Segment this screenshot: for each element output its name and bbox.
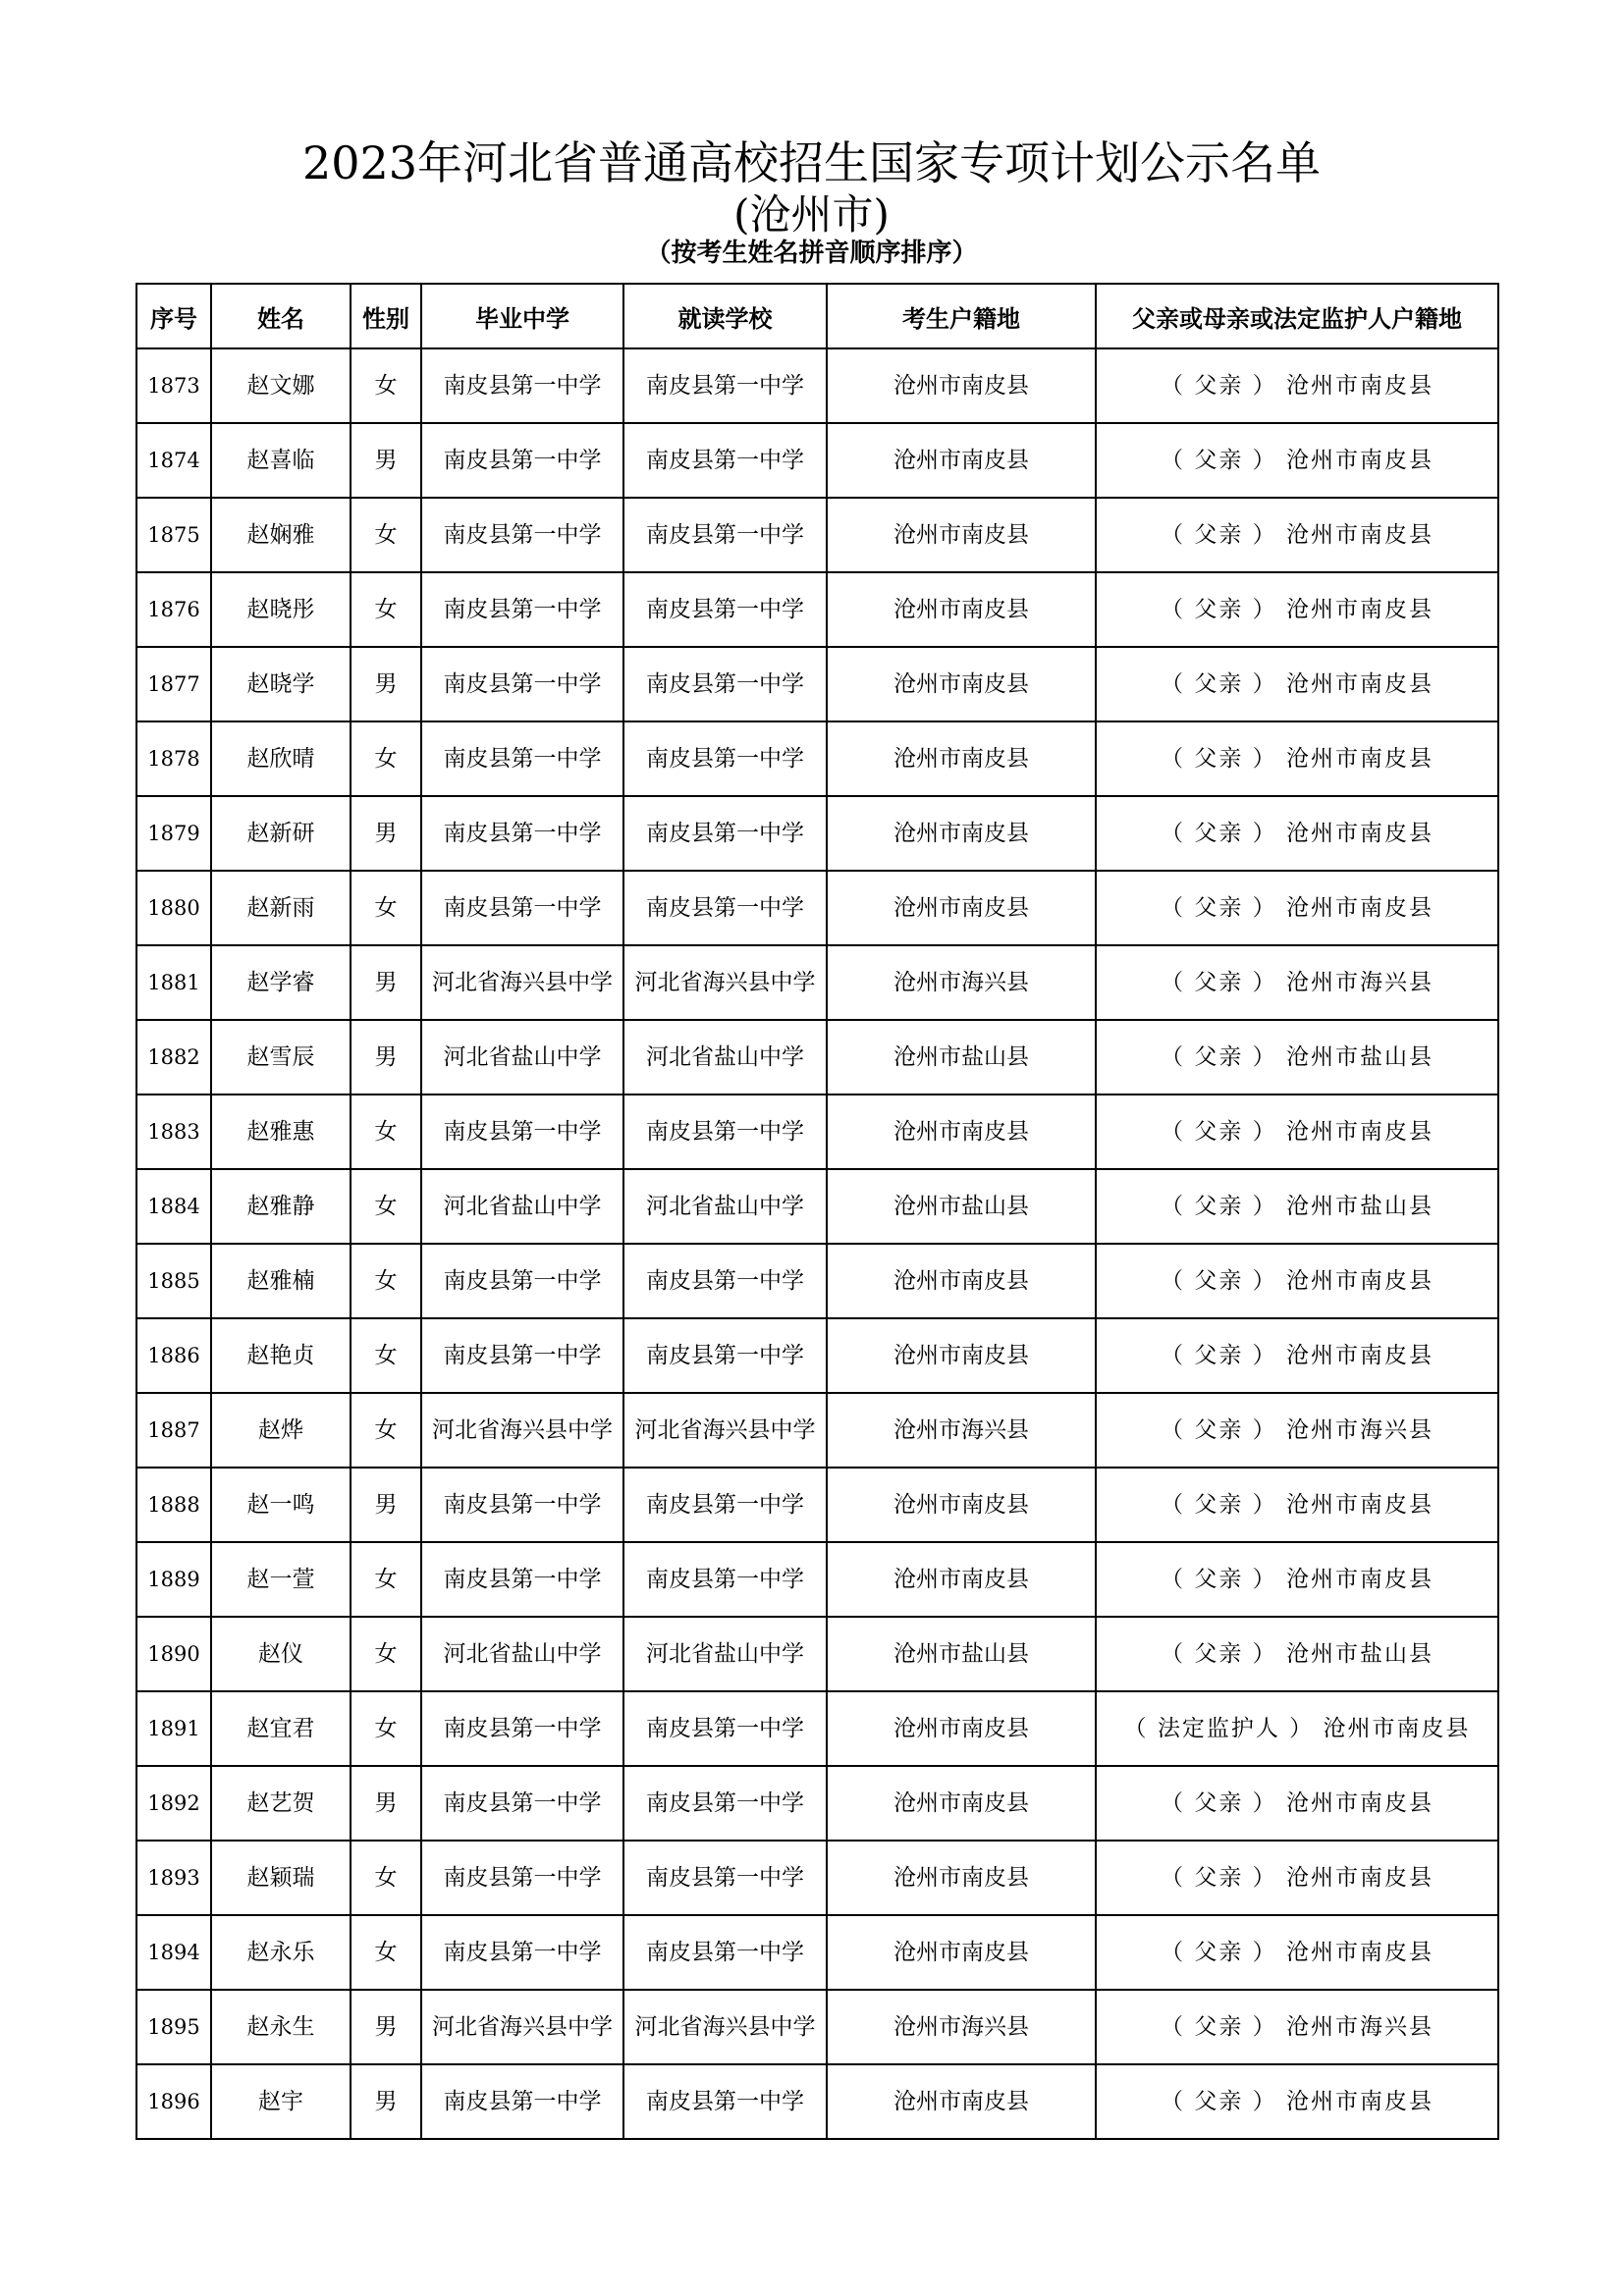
table-row xyxy=(136,348,1498,423)
table-body xyxy=(136,348,1498,2139)
cell-name: 赵新雨 xyxy=(211,871,351,945)
cell-guardian-hukou: （ 父亲 ） 沧州市南皮县 xyxy=(1096,423,1498,498)
cell-hukou: 沧州市海兴县 xyxy=(827,945,1096,1020)
cell-guardian-hukou: （ 父亲 ） 沧州市南皮县 xyxy=(1096,498,1498,572)
cell-hukou: 沧州市南皮县 xyxy=(827,796,1096,871)
cell-grad-school: 河北省盐山中学 xyxy=(421,1169,623,1244)
cell-name: 赵晓学 xyxy=(211,647,351,721)
table-header-row xyxy=(136,284,1498,348)
col-header-name: 姓名 xyxy=(211,284,351,348)
cell-study-school: 南皮县第一中学 xyxy=(623,1542,827,1617)
cell-index: 1881 xyxy=(136,945,211,1020)
cell-gender: 男 xyxy=(351,945,421,1020)
cell-guardian-hukou: （ 父亲 ） 沧州市海兴县 xyxy=(1096,945,1498,1020)
cell-hukou: 沧州市南皮县 xyxy=(827,423,1096,498)
cell-index: 1878 xyxy=(136,721,211,796)
cell-grad-school: 南皮县第一中学 xyxy=(421,348,623,423)
cell-index: 1894 xyxy=(136,1915,211,1990)
cell-name: 赵学睿 xyxy=(211,945,351,1020)
cell-name: 赵文娜 xyxy=(211,348,351,423)
student-table xyxy=(135,283,1499,2140)
cell-gender: 女 xyxy=(351,348,421,423)
cell-name: 赵欣晴 xyxy=(211,721,351,796)
cell-study-school: 河北省盐山中学 xyxy=(623,1020,827,1095)
cell-gender: 男 xyxy=(351,2064,421,2139)
table-row xyxy=(136,1841,1498,1915)
col-header-study-school: 就读学校 xyxy=(623,284,827,348)
table-row xyxy=(136,1468,1498,1542)
cell-guardian-hukou: （ 父亲 ） 沧州市南皮县 xyxy=(1096,647,1498,721)
cell-index: 1886 xyxy=(136,1318,211,1393)
cell-hukou: 沧州市盐山县 xyxy=(827,1617,1096,1691)
table-row xyxy=(136,423,1498,498)
table-row xyxy=(136,1020,1498,1095)
cell-gender: 男 xyxy=(351,1990,421,2064)
table-row xyxy=(136,1542,1498,1617)
cell-index: 1895 xyxy=(136,1990,211,2064)
cell-gender: 女 xyxy=(351,1318,421,1393)
cell-grad-school: 南皮县第一中学 xyxy=(421,1244,623,1318)
cell-name: 赵喜临 xyxy=(211,423,351,498)
cell-grad-school: 南皮县第一中学 xyxy=(421,1468,623,1542)
table-row xyxy=(136,572,1498,647)
cell-hukou: 沧州市海兴县 xyxy=(827,1393,1096,1468)
cell-gender: 女 xyxy=(351,1244,421,1318)
cell-guardian-hukou: （ 父亲 ） 沧州市南皮县 xyxy=(1096,348,1498,423)
cell-hukou: 沧州市南皮县 xyxy=(827,1691,1096,1766)
cell-grad-school: 南皮县第一中学 xyxy=(421,721,623,796)
cell-name: 赵艺贺 xyxy=(211,1766,351,1841)
cell-study-school: 河北省海兴县中学 xyxy=(623,1393,827,1468)
cell-name: 赵娴雅 xyxy=(211,498,351,572)
cell-grad-school: 南皮县第一中学 xyxy=(421,2064,623,2139)
cell-hukou: 沧州市南皮县 xyxy=(827,572,1096,647)
cell-name: 赵宜君 xyxy=(211,1691,351,1766)
table-row xyxy=(136,871,1498,945)
cell-guardian-hukou: （ 父亲 ） 沧州市南皮县 xyxy=(1096,572,1498,647)
cell-index: 1890 xyxy=(136,1617,211,1691)
cell-guardian-hukou: （ 父亲 ） 沧州市南皮县 xyxy=(1096,1766,1498,1841)
table-row xyxy=(136,796,1498,871)
cell-name: 赵雅静 xyxy=(211,1169,351,1244)
cell-name: 赵仪 xyxy=(211,1617,351,1691)
cell-name: 赵雅楠 xyxy=(211,1244,351,1318)
cell-grad-school: 河北省盐山中学 xyxy=(421,1617,623,1691)
table-row xyxy=(136,647,1498,721)
cell-gender: 女 xyxy=(351,1095,421,1169)
cell-study-school: 河北省盐山中学 xyxy=(623,1617,827,1691)
cell-grad-school: 南皮县第一中学 xyxy=(421,1915,623,1990)
cell-study-school: 南皮县第一中学 xyxy=(623,348,827,423)
cell-index: 1889 xyxy=(136,1542,211,1617)
table-row xyxy=(136,1691,1498,1766)
cell-guardian-hukou: （ 父亲 ） 沧州市南皮县 xyxy=(1096,1542,1498,1617)
sort-note: （按考生姓名拼音顺序排序） xyxy=(645,239,978,268)
cell-study-school: 南皮县第一中学 xyxy=(623,423,827,498)
cell-hukou: 沧州市南皮县 xyxy=(827,1766,1096,1841)
cell-gender: 女 xyxy=(351,1841,421,1915)
table-row xyxy=(136,1766,1498,1841)
table-row xyxy=(136,721,1498,796)
table-row xyxy=(136,1244,1498,1318)
cell-gender: 女 xyxy=(351,721,421,796)
cell-name: 赵宇 xyxy=(211,2064,351,2139)
col-header-hukou: 考生户籍地 xyxy=(827,284,1096,348)
cell-gender: 男 xyxy=(351,647,421,721)
cell-study-school: 南皮县第一中学 xyxy=(623,498,827,572)
cell-index: 1880 xyxy=(136,871,211,945)
cell-index: 1888 xyxy=(136,1468,211,1542)
cell-grad-school: 南皮县第一中学 xyxy=(421,796,623,871)
cell-gender: 女 xyxy=(351,1617,421,1691)
cell-study-school: 南皮县第一中学 xyxy=(623,2064,827,2139)
cell-guardian-hukou: （ 父亲 ） 沧州市盐山县 xyxy=(1096,1169,1498,1244)
cell-index: 1882 xyxy=(136,1020,211,1095)
page-title: 2023年河北省普通高校招生国家专项计划公示名单 xyxy=(301,136,1322,189)
cell-hukou: 沧州市海兴县 xyxy=(827,1990,1096,2064)
cell-guardian-hukou: （ 法定监护人 ） 沧州市南皮县 xyxy=(1096,1691,1498,1766)
cell-study-school: 南皮县第一中学 xyxy=(623,1468,827,1542)
cell-study-school: 南皮县第一中学 xyxy=(623,721,827,796)
col-header-guardian-hukou: 父亲或母亲或法定监护人户籍地 xyxy=(1096,284,1498,348)
cell-grad-school: 南皮县第一中学 xyxy=(421,1766,623,1841)
cell-hukou: 沧州市南皮县 xyxy=(827,2064,1096,2139)
cell-hukou: 沧州市南皮县 xyxy=(827,1468,1096,1542)
table-row xyxy=(136,1393,1498,1468)
cell-grad-school: 南皮县第一中学 xyxy=(421,1841,623,1915)
cell-hukou: 沧州市南皮县 xyxy=(827,1318,1096,1393)
col-header-gender: 性别 xyxy=(351,284,421,348)
cell-guardian-hukou: （ 父亲 ） 沧州市盐山县 xyxy=(1096,1020,1498,1095)
cell-hukou: 沧州市南皮县 xyxy=(827,1542,1096,1617)
table-row xyxy=(136,1915,1498,1990)
cell-grad-school: 河北省海兴县中学 xyxy=(421,1990,623,2064)
cell-guardian-hukou: （ 父亲 ） 沧州市南皮县 xyxy=(1096,1318,1498,1393)
cell-index: 1891 xyxy=(136,1691,211,1766)
cell-hukou: 沧州市南皮县 xyxy=(827,1095,1096,1169)
cell-name: 赵新研 xyxy=(211,796,351,871)
cell-name: 赵雪辰 xyxy=(211,1020,351,1095)
cell-study-school: 南皮县第一中学 xyxy=(623,1095,827,1169)
cell-gender: 女 xyxy=(351,498,421,572)
cell-gender: 女 xyxy=(351,1542,421,1617)
cell-gender: 女 xyxy=(351,1915,421,1990)
col-header-grad-school: 毕业中学 xyxy=(421,284,623,348)
cell-guardian-hukou: （ 父亲 ） 沧州市南皮县 xyxy=(1096,2064,1498,2139)
cell-index: 1875 xyxy=(136,498,211,572)
cell-study-school: 南皮县第一中学 xyxy=(623,1766,827,1841)
cell-hukou: 沧州市南皮县 xyxy=(827,647,1096,721)
cell-name: 赵颖瑞 xyxy=(211,1841,351,1915)
cell-study-school: 南皮县第一中学 xyxy=(623,572,827,647)
cell-hukou: 沧州市盐山县 xyxy=(827,1169,1096,1244)
cell-study-school: 南皮县第一中学 xyxy=(623,1244,827,1318)
cell-index: 1879 xyxy=(136,796,211,871)
cell-study-school: 南皮县第一中学 xyxy=(623,871,827,945)
cell-hukou: 沧州市南皮县 xyxy=(827,871,1096,945)
cell-grad-school: 南皮县第一中学 xyxy=(421,498,623,572)
cell-study-school: 河北省盐山中学 xyxy=(623,1169,827,1244)
cell-guardian-hukou: （ 父亲 ） 沧州市南皮县 xyxy=(1096,871,1498,945)
table-row xyxy=(136,2064,1498,2139)
cell-study-school: 南皮县第一中学 xyxy=(623,647,827,721)
cell-gender: 男 xyxy=(351,1766,421,1841)
cell-grad-school: 南皮县第一中学 xyxy=(421,572,623,647)
cell-index: 1883 xyxy=(136,1095,211,1169)
cell-index: 1873 xyxy=(136,348,211,423)
cell-name: 赵晓彤 xyxy=(211,572,351,647)
cell-hukou: 沧州市南皮县 xyxy=(827,1244,1096,1318)
cell-index: 1877 xyxy=(136,647,211,721)
cell-index: 1884 xyxy=(136,1169,211,1244)
cell-study-school: 南皮县第一中学 xyxy=(623,1318,827,1393)
page-subtitle: (沧州市) xyxy=(733,190,890,239)
cell-guardian-hukou: （ 父亲 ） 沧州市南皮县 xyxy=(1096,1841,1498,1915)
cell-study-school: 河北省海兴县中学 xyxy=(623,1990,827,2064)
cell-grad-school: 河北省海兴县中学 xyxy=(421,945,623,1020)
cell-study-school: 南皮县第一中学 xyxy=(623,796,827,871)
table-row xyxy=(136,1318,1498,1393)
cell-hukou: 沧州市南皮县 xyxy=(827,1915,1096,1990)
cell-guardian-hukou: （ 父亲 ） 沧州市海兴县 xyxy=(1096,1990,1498,2064)
cell-hukou: 沧州市南皮县 xyxy=(827,721,1096,796)
cell-gender: 女 xyxy=(351,871,421,945)
cell-hukou: 沧州市南皮县 xyxy=(827,348,1096,423)
table-row xyxy=(136,945,1498,1020)
cell-name: 赵雅惠 xyxy=(211,1095,351,1169)
col-header-index: 序号 xyxy=(136,284,211,348)
cell-grad-school: 南皮县第一中学 xyxy=(421,423,623,498)
cell-index: 1892 xyxy=(136,1766,211,1841)
cell-grad-school: 南皮县第一中学 xyxy=(421,1691,623,1766)
cell-grad-school: 南皮县第一中学 xyxy=(421,871,623,945)
cell-study-school: 南皮县第一中学 xyxy=(623,1915,827,1990)
cell-study-school: 河北省海兴县中学 xyxy=(623,945,827,1020)
cell-grad-school: 南皮县第一中学 xyxy=(421,1542,623,1617)
cell-index: 1887 xyxy=(136,1393,211,1468)
cell-study-school: 南皮县第一中学 xyxy=(623,1691,827,1766)
cell-gender: 女 xyxy=(351,1691,421,1766)
cell-guardian-hukou: （ 父亲 ） 沧州市南皮县 xyxy=(1096,1468,1498,1542)
cell-name: 赵烨 xyxy=(211,1393,351,1468)
cell-study-school: 南皮县第一中学 xyxy=(623,1841,827,1915)
cell-gender: 男 xyxy=(351,1468,421,1542)
cell-guardian-hukou: （ 父亲 ） 沧州市盐山县 xyxy=(1096,1617,1498,1691)
cell-gender: 女 xyxy=(351,1169,421,1244)
cell-guardian-hukou: （ 父亲 ） 沧州市南皮县 xyxy=(1096,1244,1498,1318)
cell-index: 1876 xyxy=(136,572,211,647)
cell-name: 赵一萱 xyxy=(211,1542,351,1617)
cell-index: 1874 xyxy=(136,423,211,498)
cell-gender: 男 xyxy=(351,1020,421,1095)
table-row xyxy=(136,1990,1498,2064)
cell-grad-school: 河北省海兴县中学 xyxy=(421,1393,623,1468)
cell-guardian-hukou: （ 父亲 ） 沧州市海兴县 xyxy=(1096,1393,1498,1468)
cell-gender: 女 xyxy=(351,1393,421,1468)
cell-hukou: 沧州市盐山县 xyxy=(827,1020,1096,1095)
cell-gender: 男 xyxy=(351,423,421,498)
table-row xyxy=(136,1169,1498,1244)
cell-index: 1885 xyxy=(136,1244,211,1318)
cell-name: 赵一鸣 xyxy=(211,1468,351,1542)
cell-guardian-hukou: （ 父亲 ） 沧州市南皮县 xyxy=(1096,721,1498,796)
cell-hukou: 沧州市南皮县 xyxy=(827,1841,1096,1915)
cell-name: 赵艳贞 xyxy=(211,1318,351,1393)
cell-guardian-hukou: （ 父亲 ） 沧州市南皮县 xyxy=(1096,1095,1498,1169)
cell-guardian-hukou: （ 父亲 ） 沧州市南皮县 xyxy=(1096,1915,1498,1990)
cell-index: 1893 xyxy=(136,1841,211,1915)
table-row xyxy=(136,498,1498,572)
cell-grad-school: 南皮县第一中学 xyxy=(421,647,623,721)
cell-hukou: 沧州市南皮县 xyxy=(827,498,1096,572)
table-row xyxy=(136,1095,1498,1169)
table-row xyxy=(136,1617,1498,1691)
cell-grad-school: 南皮县第一中学 xyxy=(421,1318,623,1393)
cell-guardian-hukou: （ 父亲 ） 沧州市南皮县 xyxy=(1096,796,1498,871)
cell-grad-school: 河北省盐山中学 xyxy=(421,1020,623,1095)
cell-name: 赵永生 xyxy=(211,1990,351,2064)
cell-index: 1896 xyxy=(136,2064,211,2139)
cell-grad-school: 南皮县第一中学 xyxy=(421,1095,623,1169)
cell-gender: 男 xyxy=(351,796,421,871)
cell-gender: 女 xyxy=(351,572,421,647)
cell-name: 赵永乐 xyxy=(211,1915,351,1990)
